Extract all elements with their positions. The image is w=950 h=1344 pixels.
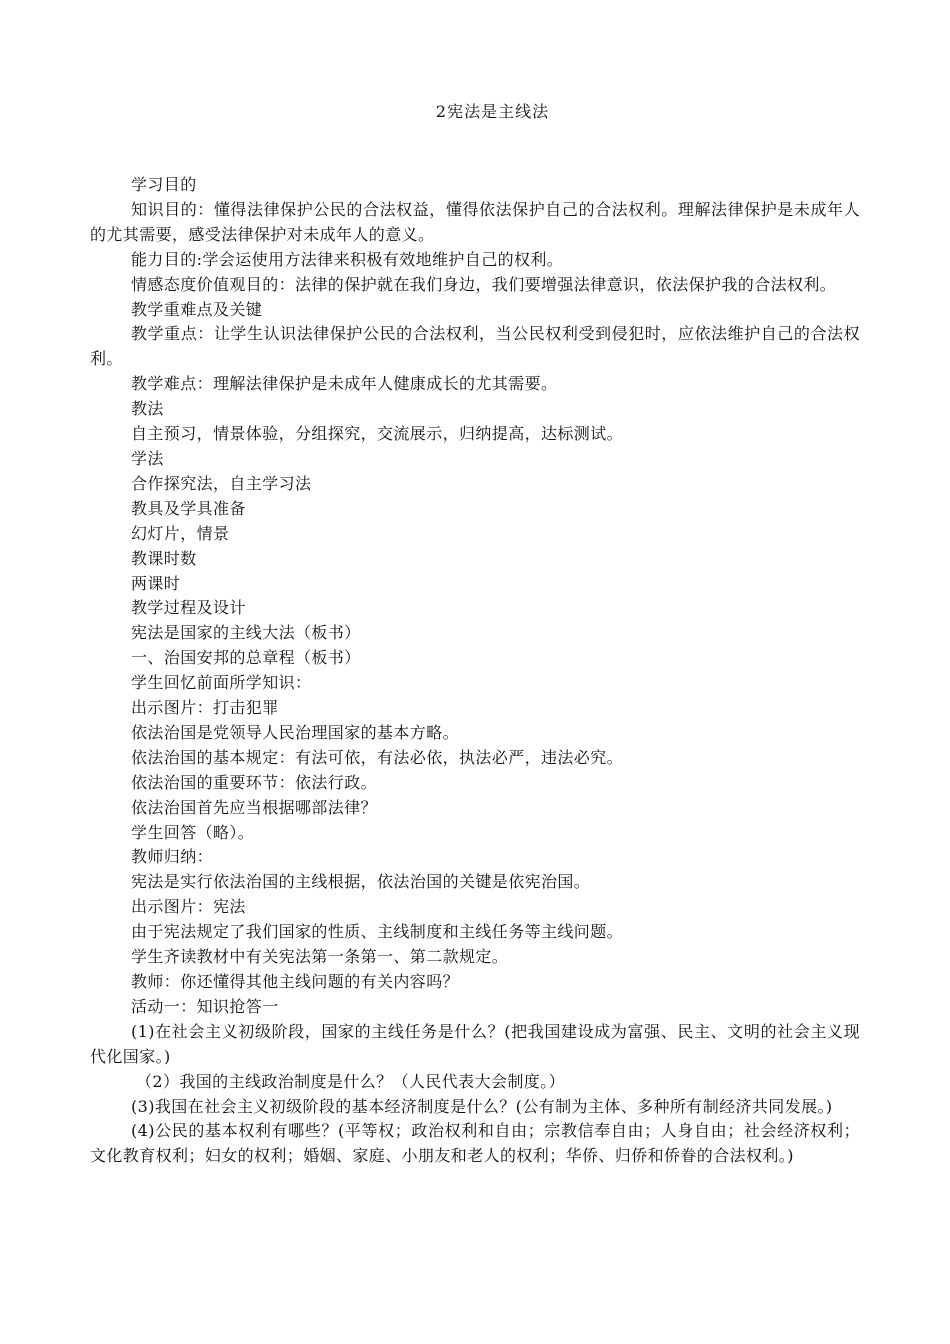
body-paragraph: 依法治国首先应当根据哪部法律？ — [131, 797, 378, 817]
body-paragraph: 教师：你还懂得其他主线问题的有关内容吗？ — [131, 972, 460, 991]
list-item: （2）我国的主线政治制度是什么？（人民代表大会制度。） — [136, 1071, 565, 1091]
body-paragraph: 由于宪法规定了我们国家的性质、主线制度和主线任务等主线问题。 — [131, 922, 624, 942]
section-heading: 教课时数 — [131, 548, 197, 568]
body-paragraph: 学生回忆前面所学知识： — [131, 673, 312, 693]
body-paragraph: 情感态度价值观目的：法律的保护就在我们身边，我们要增强法律意识，依法保护我的合法权利。 — [131, 274, 837, 294]
body-paragraph: 依法治国的基本规定：有法可依，有法必依，执法必严，违法必究。 — [131, 747, 624, 767]
body-paragraph: 宪法是实行依法治国的主线根据，依法治国的关键是依宪治国。 — [131, 872, 591, 892]
body-paragraph: 两课时 — [131, 573, 181, 593]
body-paragraph: 依法治国是党领导人民治理国家的基本方略。 — [131, 722, 460, 742]
section-heading: 学习目的 — [131, 175, 197, 194]
section-heading: 教学过程及设计 — [131, 598, 246, 618]
body-paragraph: 依法治国的重要环节：依法行政。 — [131, 772, 378, 792]
body-paragraph: 活动一：知识抢答一 — [131, 996, 279, 1016]
body-paragraph: 自主预习，情景体验，分组探究，交流展示，归纳提高，达标测试。 — [131, 424, 624, 444]
body-paragraph: 教师归纳： — [131, 847, 214, 867]
section-heading: 教学重难点及关键 — [131, 299, 263, 319]
body-paragraph: 宪法是国家的主线大法（板书） — [131, 623, 361, 643]
body-paragraph: 学生回答（略）。 — [131, 822, 255, 842]
list-item: (1)在社会主义初级阶段，国家的主线任务是什么？(把我国建设成为富强、民主、文明的社会主义现代化国家。) — [90, 1021, 860, 1066]
section-heading: 教法 — [131, 399, 164, 419]
body-paragraph: 学生齐读教材中有关宪法第一条第一、第二款规定。 — [131, 947, 509, 967]
body-paragraph: 出示图片：打击犯罪 — [131, 698, 279, 718]
document-body — [90, 173, 860, 1169]
body-paragraph: 合作探究法，自主学习法 — [131, 473, 312, 493]
body-paragraph: 知识目的：懂得法律保护公民的合法权益，懂得依法保护自己的合法权利。理解法律保护是未成年人的尤其需要，感受法律保护对未成年人的意义。 — [90, 199, 860, 244]
list-item: (4)公民的基本权利有哪些？(平等权；政治权利和自由；宗教信奉自由；人身自由；社会经济权利；文化教育权利；妇女的权利；婚姻、家庭、小朋友和老人的权利；华侨、归侨和侨眷的合法权利。) — [90, 1121, 860, 1166]
list-item: (3)我国在社会主义初级阶段的基本经济制度是什么？(公有制为主体、多种所有制经济共同发展。) — [131, 1096, 833, 1116]
body-paragraph: 教学难点：理解法律保护是未成年人健康成长的尤其需要。 — [131, 374, 558, 394]
body-paragraph: 幻灯片，情景 — [131, 523, 230, 543]
body-paragraph: 能力目的:学会运使用方法律来积极有效地维护自己的权利。 — [131, 249, 564, 269]
body-paragraph: 出示图片：宪法 — [131, 897, 246, 917]
body-paragraph: 教学重点：让学生认识法律保护公民的合法权利，当公民权利受到侵犯时，应依法维护自己的合法权利。 — [90, 324, 860, 369]
document-title: 2宪法是主线法 — [435, 102, 550, 121]
section-heading: 学法 — [131, 448, 164, 468]
section-heading: 教具及学具准备 — [131, 498, 246, 518]
body-paragraph: 一、治国安邦的总章程（板书） — [131, 648, 361, 668]
